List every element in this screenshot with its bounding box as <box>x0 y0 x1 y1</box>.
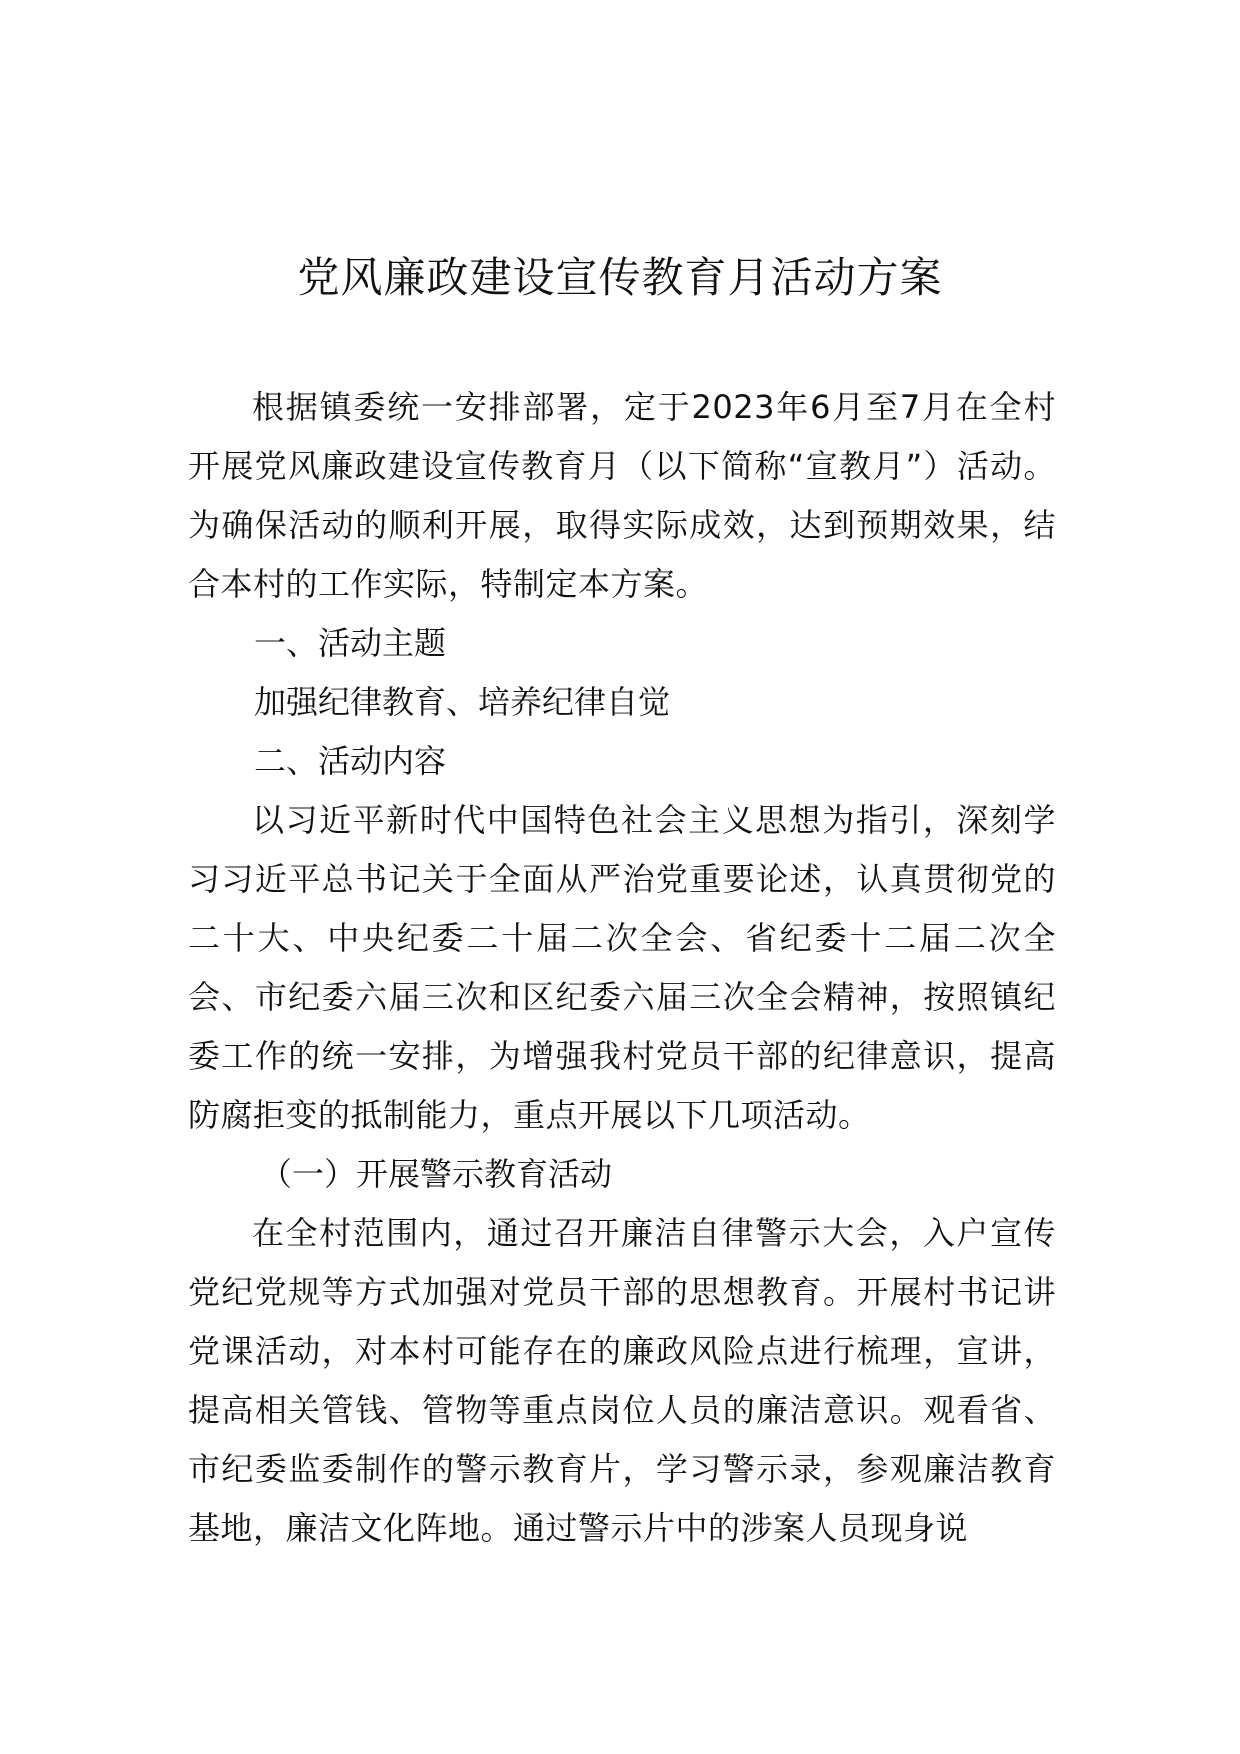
subsection-heading-warning-education: （一）开展警示教育活动 <box>260 1155 613 1193</box>
warning-education-paragraph: 在全村范围内，通过召开廉洁自律警示大会，入户宣传党纪党规等方式加强对党员干部的思想教育。开展村书记讲党课活动，对本村可能存在的廉政风险点进行梳理，宣讲，提高相关管钱、管物等重点岗位人员的廉洁意识。观看省、市纪委监委制作的警示教育片，学习警示录，参观廉洁教育基地，廉洁文化阵地。通过警示片中的涉案人员现身说 <box>188 1214 1056 1547</box>
document-body <box>188 378 1056 1558</box>
content-paragraph: 以习近平新时代中国特色社会主义思想为指引，深刻学习习近平总书记关于全面从严治党重要论述，认真贯彻党的二十大、中央纪委二十届二次全会、省纪委十二届二次全会、市纪委六届三次和区纪委六届三次全会精神，按照镇纪委工作的统一安排，为增强我村党员干部的纪律意识，提高防腐拒变的抵制能力，重点开展以下几项活动。 <box>188 801 1056 1134</box>
section-heading-theme: 一、活动主题 <box>254 624 447 662</box>
theme-content: 加强纪律教育、培养纪律自觉 <box>254 683 671 721</box>
document-title: 党风廉政建设宣传教育月活动方案 <box>297 253 943 302</box>
intro-paragraph: 根据镇委统一安排部署，定于2023年6月至7月在全村开展党风廉政建设宣传教育月（以下简称“宣教月”）活动。为确保活动的顺利开展，取得实际成效，达到预期效果，结合本村的工作实际，特制定本方案。 <box>188 388 1056 603</box>
section-heading-content: 二、活动内容 <box>254 742 447 780</box>
